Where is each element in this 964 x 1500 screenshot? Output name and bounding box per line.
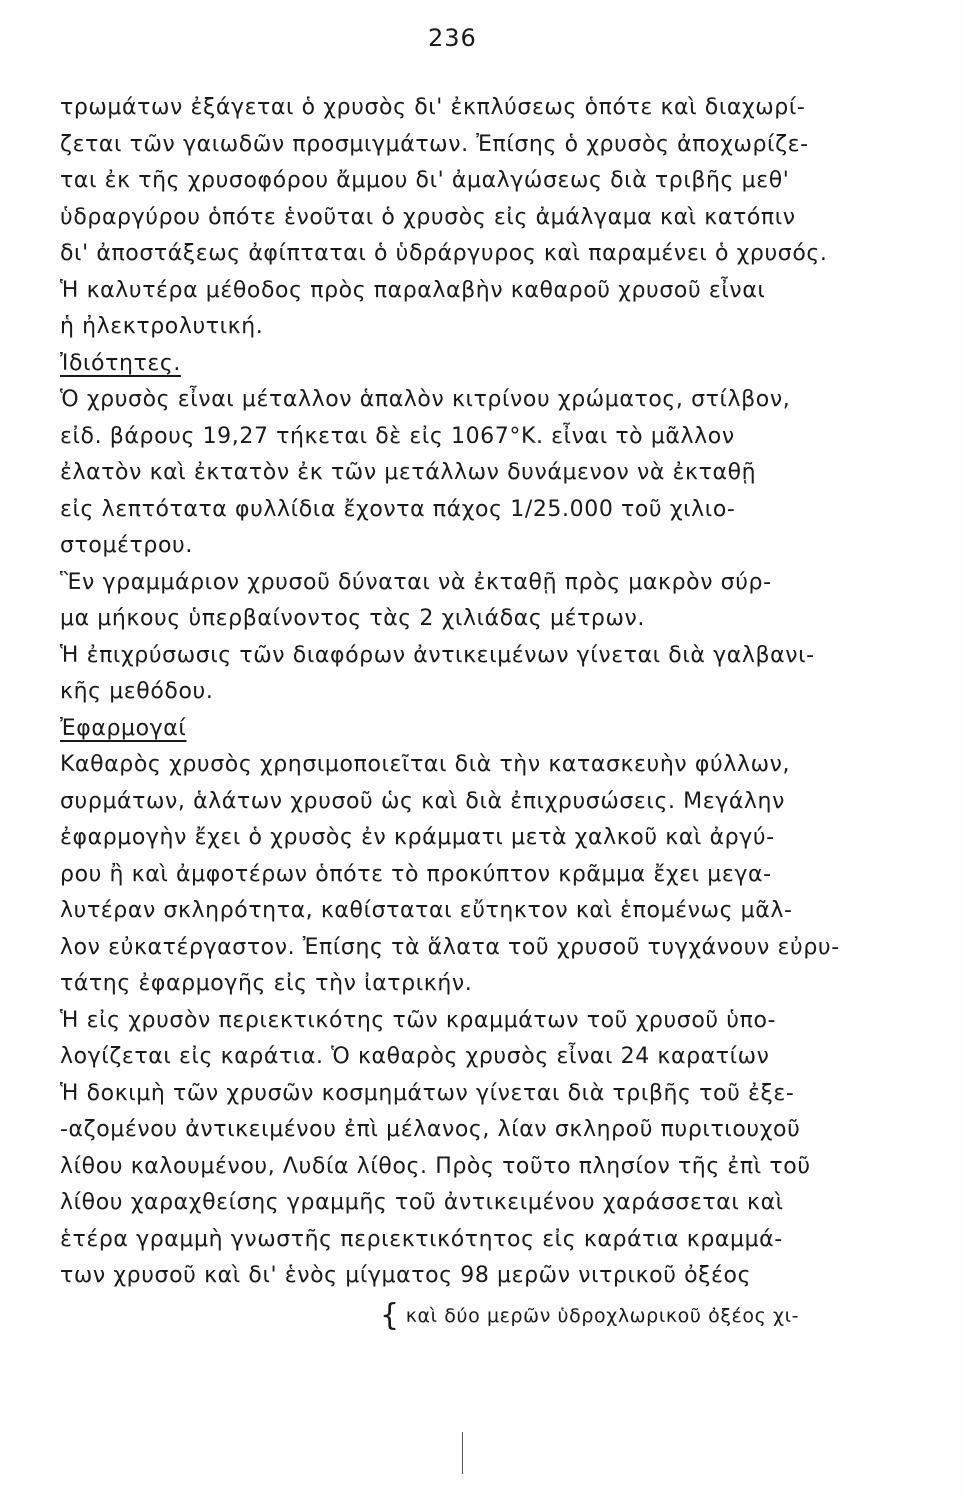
- text-line: [60, 966, 920, 1003]
- text-line: [60, 1076, 920, 1113]
- line-text: ὑδραργύρου ὁπότε ἑνοῦται ὁ χρυσὸς εἰς ἀμάλγαμα καὶ κατόπιν: [60, 204, 796, 230]
- line-text: των χρυσοῦ καὶ δι' ἑνὸς μίγματος 98 μερῶν νιτρικοῦ ὀξέος: [60, 1263, 752, 1288]
- line-text: Ἓν γραμμάριον χρυσοῦ δύναται νὰ ἐκταθῇ πρὸς μακρὸν σύρ-: [60, 569, 772, 595]
- text-line: [60, 1039, 920, 1076]
- line-text: λίθου χαραχθείσης γραμμῆς τοῦ ἀντικειμένου χαράσσεται καὶ: [60, 1190, 784, 1215]
- line-text: Ἐφαρμογαί: [60, 715, 187, 741]
- line-text: ἐφαρμογὴν ἔχει ὁ χρυσὸς ἐν κράμματι μετὰ χαλκοῦ καὶ ἀργύ-: [60, 825, 775, 850]
- text-line: [60, 528, 920, 565]
- text-line: [60, 638, 920, 675]
- text-line: [60, 857, 920, 894]
- text-line: [60, 893, 920, 930]
- line-text: λον εὐκατέργαστον. Ἐπίσης τὰ ἅλατα τοῦ χρυσοῦ τυγχάνουν εὐρυ-: [60, 934, 840, 960]
- text-line: [60, 930, 920, 967]
- line-text: Ἡ εἰς χρυσὸν περιεκτικότης τῶν κραμμάτων τοῦ χρυσοῦ ὑπο-: [60, 1007, 777, 1033]
- line-text: λυτέραν σκληρότητα, καθίσταται εὔτηκτον καὶ ἑπομένως μᾶλ-: [60, 898, 793, 923]
- line-text: ζεται τῶν γαιωδῶν προσμιγμάτων. Ἐπίσης ὁ χρυσὸς ἀποχωρίζε-: [60, 131, 809, 157]
- text-line: [60, 820, 920, 857]
- line-text: ἐλατὸν καὶ ἐκτατὸν ἐκ τῶν μετάλλων δυνάμενον νὰ ἐκταθῇ: [60, 460, 757, 485]
- line-text: Ἡ καλυτέρα μέθοδος πρὸς παραλαβὴν καθαροῦ χρυσοῦ εἶναι: [60, 277, 766, 303]
- line-text: εἰδ. βάρους 19,27 τήκεται δὲ εἰς 1067°Κ. εἶναι τὸ μᾶλλον: [60, 423, 735, 449]
- line-text: κῆς μεθόδου.: [60, 679, 214, 704]
- line-text: Καθαρὸς χρυσὸς χρησιμοποιεῖται διὰ τὴν κατασκευὴν φύλλων,: [60, 752, 791, 777]
- text-line: [60, 419, 920, 456]
- text-line: [60, 455, 920, 492]
- text-line: [60, 273, 920, 310]
- line-text: μα μήκους ὑπερβαίνοντος τὰς 2 χιλιάδας μέτρων.: [60, 606, 645, 631]
- text-line: [60, 492, 920, 529]
- text-line: [60, 601, 920, 638]
- text-line: [60, 309, 920, 346]
- text-line: [60, 1185, 920, 1222]
- line-text: Ὁ χρυσὸς εἶναι μέταλλον ἁπαλὸν κιτρίνου χρώματος, στίλβον,: [60, 387, 791, 412]
- line-text: λογίζεται εἰς καράτια. Ὁ καθαρὸς χρυσὸς εἶναι 24 καρατίων: [60, 1044, 770, 1069]
- line-text: τάτης ἐφαρμογῆς εἰς τὴν ἰατρικήν.: [60, 971, 473, 996]
- section-heading: [60, 711, 920, 748]
- section-heading: [60, 346, 920, 383]
- line-text: -αζομένου ἀντικειμένου ἐπὶ μέλανος, λίαν σκληροῦ πυριτιουχοῦ: [60, 1117, 801, 1142]
- line-text: δι' ἀποστάξεως ἀφίπταται ὁ ὑδράργυρος καὶ παραμένει ὁ χρυσός.: [60, 241, 828, 266]
- line-text: στομέτρου.: [60, 533, 193, 558]
- text-line: [60, 674, 920, 711]
- text-line: [60, 784, 920, 821]
- text-line: [60, 200, 920, 237]
- text-line: [60, 236, 920, 273]
- text-line: [60, 382, 920, 419]
- text-line: [60, 163, 920, 200]
- line-text: λίθου καλουμένου, Λυδία λίθος. Πρὸς τοῦτο πλησίον τῆς ἐπὶ τοῦ: [60, 1153, 811, 1179]
- text-line: [60, 747, 920, 784]
- margin-mark: [462, 1432, 463, 1474]
- line-text: Ἡ ἐπιχρύσωσις τῶν διαφόρων ἀντικειμένων γίνεται διὰ γαλβανι-: [60, 642, 815, 668]
- text-body: [60, 90, 920, 1331]
- line-text: ται ἐκ τῆς χρυσοφόρου ἄμμου δι' ἀμαλγώσεως διὰ τριβῆς μεθ': [60, 168, 790, 193]
- line-text: ἑτέρα γραμμὴ γνωστῆς περιεκτικότητος εἰς καράτια κραμμά-: [60, 1226, 783, 1252]
- page-number: 236: [428, 24, 477, 52]
- text-line: [60, 1003, 920, 1040]
- text-line: [60, 90, 920, 127]
- text-line: [60, 1258, 920, 1295]
- bracket-line-text: καὶ δύο μερῶν ὑδροχλωρικοῦ ὀξέος χι-: [405, 1304, 800, 1327]
- line-text: τρωμάτων ἐξάγεται ὁ χρυσὸς δι' ἐκπλύσεως ὁπότε καὶ διαχωρί-: [60, 95, 806, 120]
- text-line: [60, 1112, 920, 1149]
- text-line: [60, 565, 920, 602]
- line-text: ρου ἢ καὶ ἀμφοτέρων ὁπότε τὸ προκύπτον κρᾶμμα ἔχει μεγα-: [60, 861, 772, 887]
- bracket-line: [60, 1295, 920, 1332]
- curly-bracket-icon: {: [380, 1297, 400, 1333]
- text-line: [60, 127, 920, 164]
- text-line: [60, 1149, 920, 1186]
- line-text: Ἡ δοκιμὴ τῶν χρυσῶν κοσμημάτων γίνεται διὰ τριβῆς τοῦ ἐξε-: [60, 1080, 795, 1106]
- line-text: ἡ ἠλεκτρολυτική.: [60, 314, 264, 339]
- line-text: συρμάτων, ἁλάτων χρυσοῦ ὡς καὶ διὰ ἐπιχρυσώσεις. Μεγάλην: [60, 788, 785, 814]
- line-text: Ἰδιότητες.: [60, 350, 181, 376]
- line-text: εἰς λεπτότατα φυλλίδια ἔχοντα πάχος 1/25.000 τοῦ χιλιο-: [60, 496, 736, 522]
- text-line: [60, 1222, 920, 1259]
